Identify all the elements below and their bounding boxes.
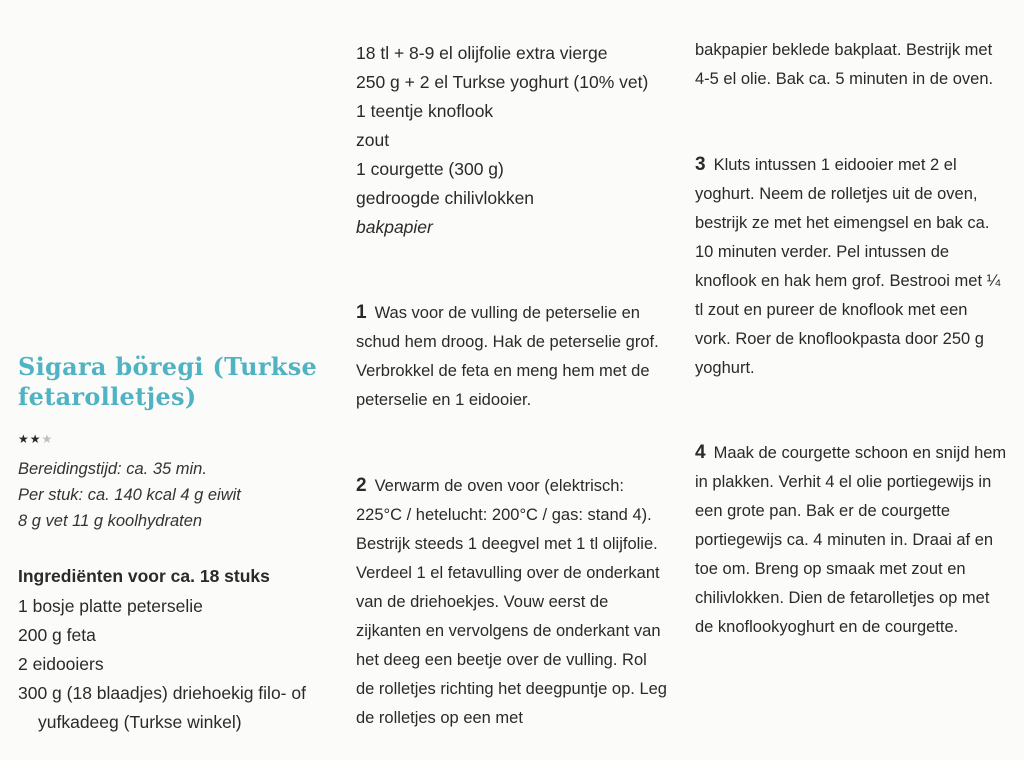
step-number: 1 [356, 302, 367, 323]
step-2-continuation: bakpapier beklede bakplaat. Bestrijk met 4-5 el olie. Bak ca. 5 minuten in de oven. [695, 41, 994, 88]
ingredients-list-2 [356, 39, 666, 242]
step-3 [695, 150, 1007, 383]
recipe-title: Sigara böregi (Turkse fetarolletjes) [18, 352, 318, 411]
step-2 [356, 471, 668, 733]
ingredient-item: 250 g + 2 el Turkse yoghurt (10% vet) [356, 72, 649, 92]
ingredient-item: 18 tl + 8-9 el olijfolie extra vierge [356, 43, 608, 63]
recipe-meta [18, 456, 338, 534]
step-1 [356, 298, 668, 415]
ingredient-item: gedroogde chilivlokken [356, 188, 535, 208]
step-text: Verwarm de oven voor (elektrisch: 225°C / hetelucht: 200°C / gas: stand 4). Bestrijk steeds 1 deegvel met 1 tl olijfolie. Verdeel 1 el fetavulling over de onderkant van de driehoekjes. Vouw eerst de zijkanten en vervolgens de onderkant van het deeg een beetje over de vulling. Rol de rolletjes richting het deegpuntje op. Leg de rolletjes op een met [356, 477, 667, 727]
ingredients-heading: Ingrediënten voor ca. 18 stuks [18, 566, 270, 586]
ingredient-item: 200 g feta [18, 625, 96, 645]
star-empty-icon: ★ [41, 432, 54, 446]
star-filled-icon: ★★ [18, 432, 42, 446]
prep-time: Bereidingstijd: ca. 35 min. [18, 460, 207, 478]
step-number: 4 [695, 442, 706, 463]
ingredient-item: 1 courgette (300 g) [356, 159, 504, 179]
step-number: 3 [695, 154, 706, 175]
ingredient-item: 1 bosje platte peterselie [18, 596, 203, 616]
ingredient-item: 300 g (18 blaadjes) driehoekig filo- of yufkadeeg (Turkse winkel) [18, 683, 306, 732]
ingredient-item: 1 teentje knoflook [356, 101, 494, 121]
nutrition-line-1: Per stuk: ca. 140 kcal 4 g eiwit [18, 486, 241, 504]
ingredient-item: 2 eidooiers [18, 654, 104, 674]
step-text: Maak de courgette schoon en snijd hem in plakken. Verhit 4 el olie portiegewijs in een grote pan. Bak er de courgette portiegewijs ca. 4 minuten in. Draai af en toe om. Breng op smaak met zout en chilivlokken. Dien de fetarolletjes op met de knoflookyoghurt en de courgette. [695, 444, 1007, 636]
nutrition-line-2: 8 g vet 11 g koolhydraten [18, 512, 203, 530]
step-number: 2 [356, 475, 367, 496]
ingredient-item: bakpapier [356, 217, 433, 237]
ingredient-item: zout [356, 130, 390, 150]
step-4 [695, 438, 1007, 642]
difficulty-rating [18, 432, 53, 446]
step-text: Was voor de vulling de peterselie en schud hem droog. Hak de peterselie grof. Verbrokkel de feta en meng hem met de peterselie en 1 eidooier. [356, 304, 659, 409]
ingredients-list-1 [18, 592, 318, 737]
step-text: Kluts intussen 1 eidooier met 2 el yoghurt. Neem de rolletjes uit de oven, bestrijk ze met het eimengsel en bak ca. 10 minuten verder. Pel intussen de knoflook en hak hem grof. Bestrooi met ¼ tl zout en pureer de knoflook met een vork. Roer de knoflookpasta door 250 g yoghurt. [695, 156, 1001, 377]
